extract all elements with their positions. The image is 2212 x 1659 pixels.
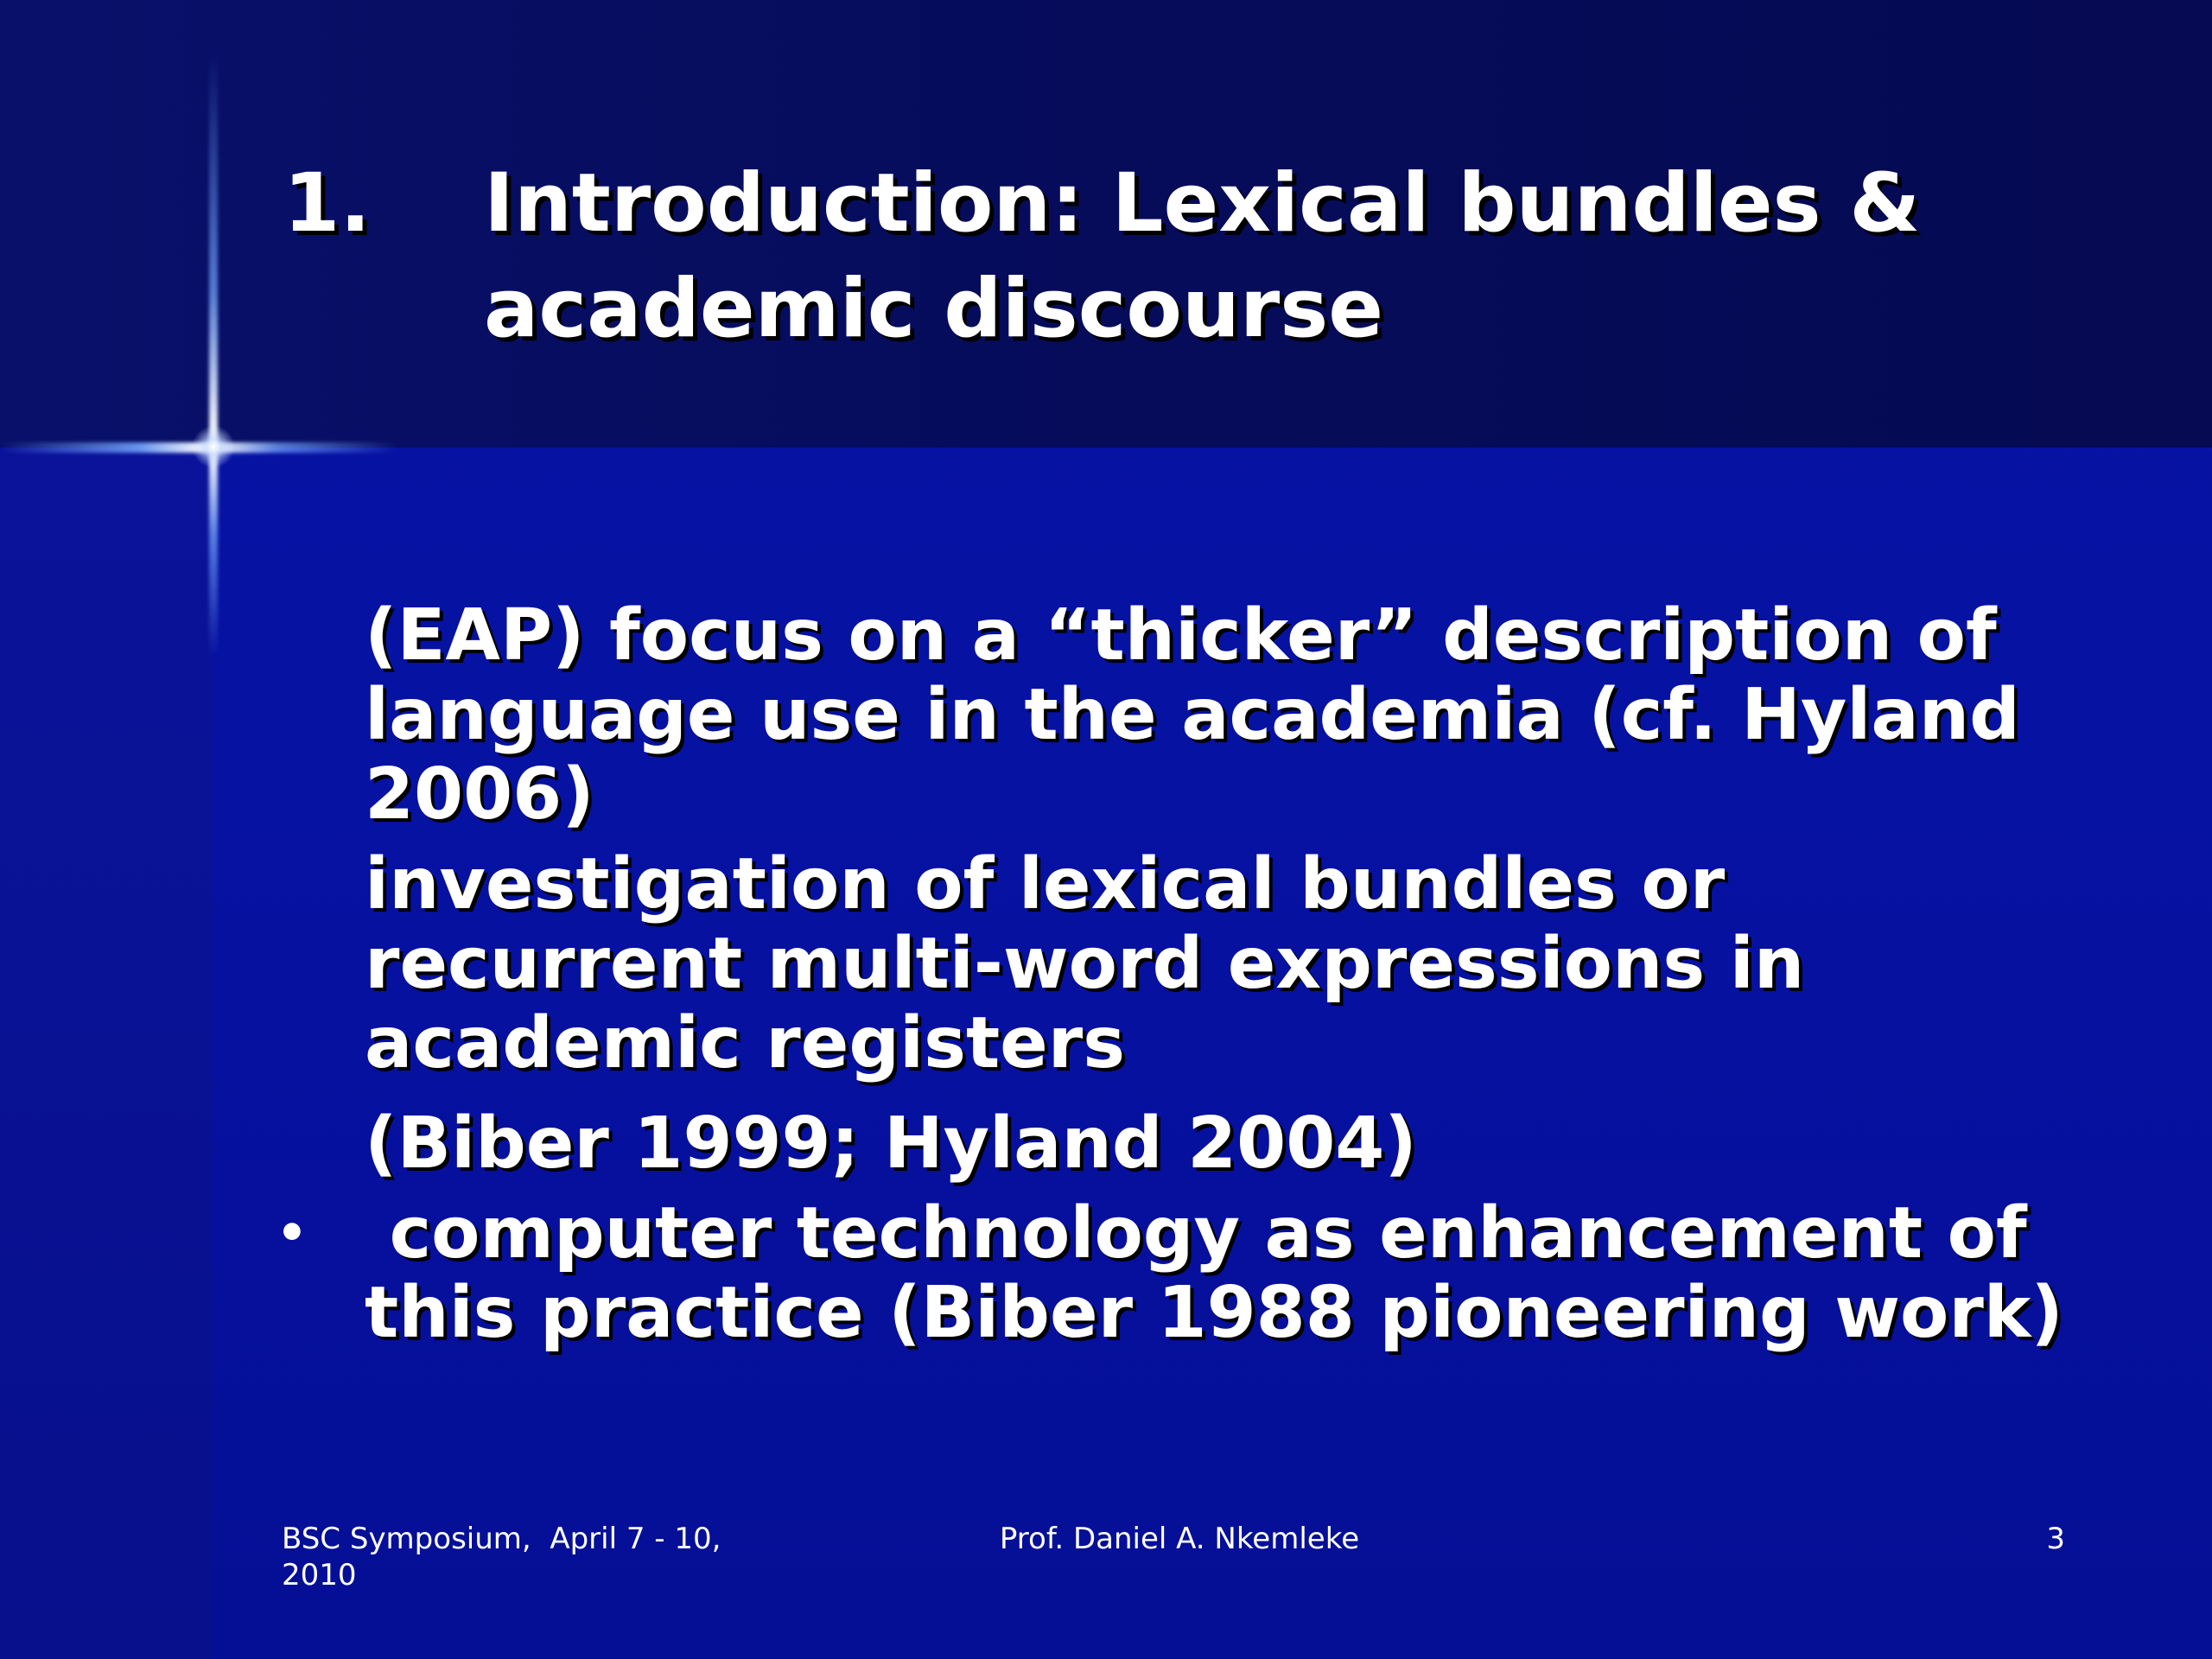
bullet-citation: (Biber 1999; Hyland 2004) (365, 1103, 1417, 1185)
bullet-text: (EAP) focus on a “thicker” description of language use in the academia (cf. Hyland 2006) (365, 594, 2020, 836)
left-decorative-strip (0, 448, 213, 1659)
bullet-text: investigation of lexical bundles or recurrent multi-word expressions in academic registers (365, 843, 1805, 1084)
bullet-dot-icon: • (276, 1205, 308, 1262)
title-text: Introduction: Lexical bundles & academic discourse (484, 156, 1921, 356)
bullet-text-container (365, 845, 2091, 1184)
vertical-light-flare (209, 52, 218, 657)
bullet-item (276, 1194, 2091, 1353)
footer-page-number: 3 (2046, 1522, 2065, 1556)
bullet-item (276, 596, 2091, 835)
footer-author: Prof. Daniel A. Nkemleke (999, 1522, 1360, 1556)
footer-event: BSC Symposium, April 7 - 10, 2010 (282, 1522, 731, 1592)
bullet-text: computer technology as enhancement of this practice (Biber 1988 pioneering work) (365, 1192, 2063, 1354)
slide-title (283, 151, 2126, 362)
light-spark (192, 425, 235, 468)
title-number: 1. (283, 156, 372, 251)
bullet-item (276, 845, 2091, 1184)
bullet-list (276, 596, 2091, 1353)
